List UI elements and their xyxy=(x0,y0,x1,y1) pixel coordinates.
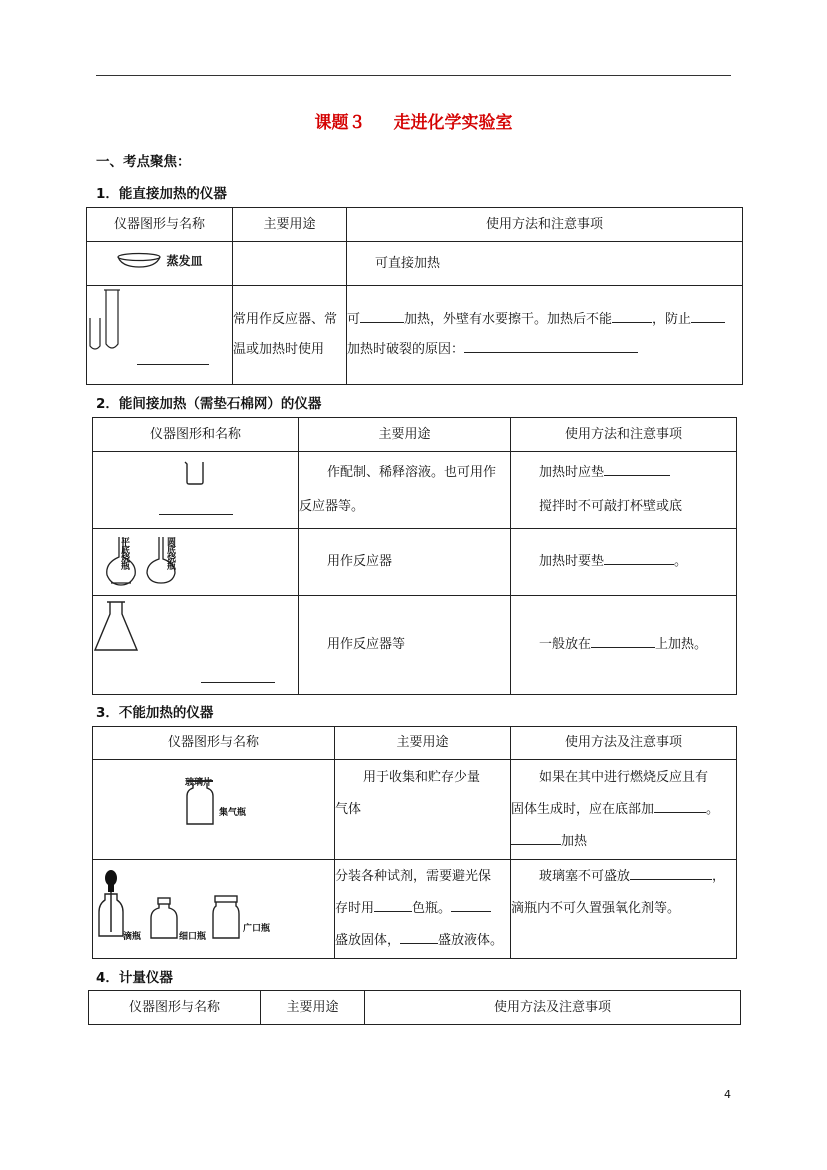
wide-mouth-bottle-label: 广口瓶 xyxy=(243,924,271,934)
table-measuring xyxy=(88,990,741,1025)
reagent-bottles-cell xyxy=(93,860,335,959)
table-cell: 玻璃塞不可盛放 ， 滴瓶内不可久置强氧化剂等。 xyxy=(511,860,737,959)
section-heading-3: 3．不能加热的仪器 xyxy=(96,705,214,721)
table-cell: 可直接加热 xyxy=(347,242,743,286)
section-heading-main: 一、考点聚焦： xyxy=(96,154,191,170)
col-header: 仪器图形与名称 xyxy=(89,991,261,1025)
table-cell: 用作反应器等 xyxy=(299,596,511,695)
table-cell: 加热时应垫 搅拌时不可敲打杯壁或底 xyxy=(511,452,737,529)
col-header: 使用方法及注意事项 xyxy=(365,991,741,1025)
table-cell: 如果在其中进行燃烧反应且有 固体生成时，应在底部加 。 加热 xyxy=(511,760,737,860)
table-cell: 用于收集和贮存少量 气体 xyxy=(335,760,511,860)
answer-blank xyxy=(137,364,209,365)
test-tube-cell xyxy=(87,286,233,385)
conical-flask-cell xyxy=(93,596,299,695)
answer-blank xyxy=(159,514,233,515)
table-cell: 用作反应器 xyxy=(299,529,511,596)
evaporating-dish-label: 蒸发皿 xyxy=(166,253,203,268)
col-header: 主要用途 xyxy=(299,418,511,452)
table-cell: 可 加热，外壁有水要擦干。加热后不能 ，防止 加热时破裂的原因： xyxy=(347,286,743,385)
table-non-heating xyxy=(92,726,737,959)
conical-flask-icon xyxy=(93,600,139,654)
col-header: 使用方法及注意事项 xyxy=(511,727,737,760)
glass-plate-label: 玻璃片 xyxy=(185,778,213,788)
col-header: 仪器图形与名称 xyxy=(87,208,233,242)
section-heading-2: 2．能间接加热（需垫石棉网）的仪器 xyxy=(96,396,322,412)
table-cell: 作配制、稀释溶液。也可用作 反应器等。 xyxy=(299,452,511,529)
col-header: 使用方法和注意事项 xyxy=(511,418,737,452)
col-header: 主要用途 xyxy=(335,727,511,760)
gas-jar-cell xyxy=(93,760,335,860)
table-cell: 分装各种试剂，需要避光保 存时用 色瓶。 盛放固体， 盛放液体。 xyxy=(335,860,511,959)
beaker-cell xyxy=(93,452,299,529)
gas-jar-label: 集气瓶 xyxy=(219,808,247,818)
table-direct-heating xyxy=(86,207,743,385)
flat-flask-label: 平底烧瓶 xyxy=(121,538,131,572)
narrow-mouth-bottle-icon xyxy=(149,896,179,940)
col-header: 使用方法和注意事项 xyxy=(347,208,743,242)
gas-jar-icon xyxy=(183,778,217,828)
evaporating-dish-icon xyxy=(116,252,162,270)
col-header: 仪器图形与名称 xyxy=(93,727,335,760)
col-header: 仪器图形和名称 xyxy=(93,418,299,452)
table-indirect-heating xyxy=(92,417,737,695)
table-cell: 常用作反应器、常 温或加热时使用 xyxy=(233,286,347,385)
col-header: 主要用途 xyxy=(261,991,365,1025)
header-rule xyxy=(96,75,731,76)
narrow-mouth-bottle-label: 细口瓶 xyxy=(179,932,207,942)
wide-mouth-bottle-icon xyxy=(211,894,241,940)
table-cell: 加热时要垫 。 xyxy=(511,529,737,596)
col-header: 主要用途 xyxy=(233,208,347,242)
answer-blank xyxy=(201,682,275,683)
test-tube-icon xyxy=(87,288,121,354)
page-number: 4 xyxy=(724,1088,731,1101)
table-cell xyxy=(233,242,347,286)
section-heading-4: 4．计量仪器 xyxy=(96,970,173,986)
round-flask-label: 圆底烧瓶 xyxy=(167,538,177,572)
flask-cell xyxy=(93,529,299,596)
evaporating-dish-cell xyxy=(87,242,233,286)
beaker-icon xyxy=(183,460,207,486)
section-heading-1: 1．能直接加热的仪器 xyxy=(96,186,227,202)
dropper-bottle-label: 滴瓶 xyxy=(123,932,142,942)
page-title: 课题３ 走进化学实验室 xyxy=(314,113,513,133)
table-cell: 一般放在 上加热。 xyxy=(511,596,737,695)
